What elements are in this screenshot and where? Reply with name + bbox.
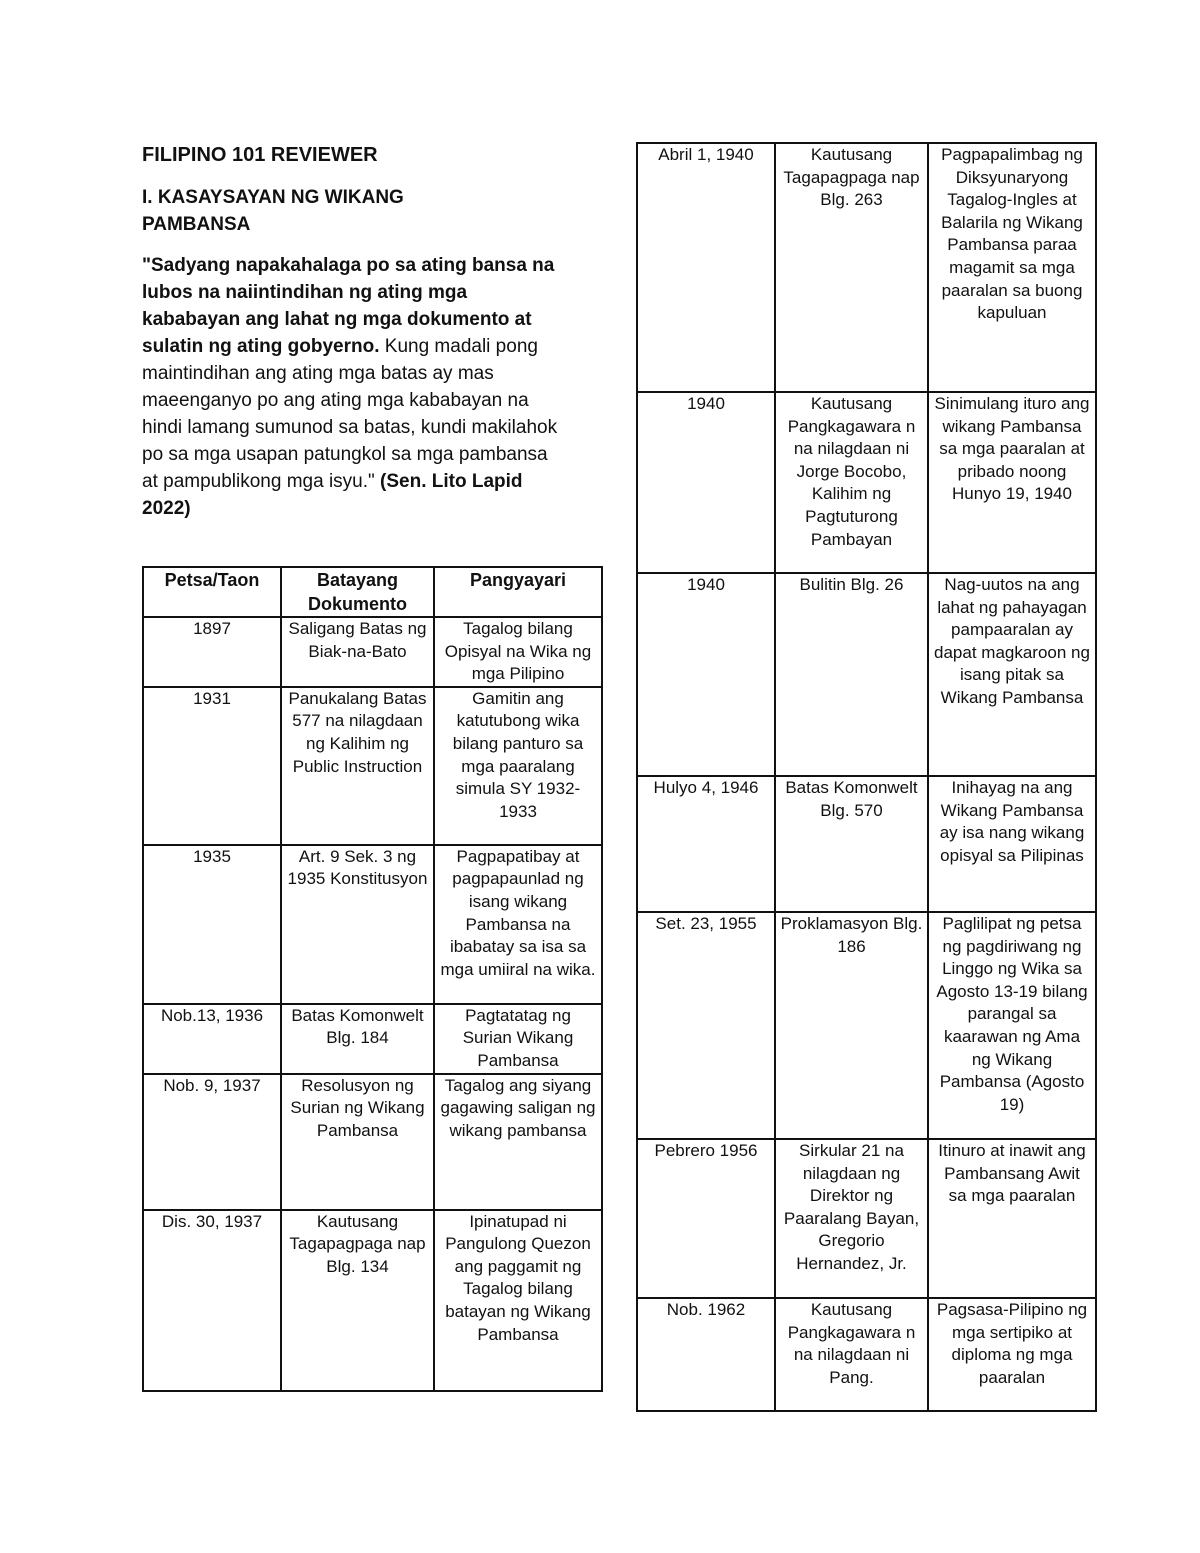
cell-event: Paglilipat ng petsa ng pagdiriwang ng Linggo ng Wika sa Agosto 13-19 bilang parangal sa kaarawan ng Ama ng Wikang Pambansa (Agosto 19) — [928, 912, 1096, 1139]
cell-date: 1897 — [143, 617, 281, 687]
cell-document: Kautusang Tagapagpaga nap Blg. 134 — [281, 1210, 434, 1391]
table-row — [637, 143, 1096, 392]
cell-event: Inihayag na ang Wikang Pambansa ay isa nang wikang opisyal sa Pilipinas — [928, 776, 1096, 912]
cell-date: Abril 1, 1940 — [637, 143, 775, 392]
cell-event: Sinimulang ituro ang wikang Pambansa sa mga paaralan at pribado noong Hunyo 19, 1940 — [928, 392, 1096, 573]
table-row — [143, 687, 602, 845]
section-heading: I. KASAYSAYAN NG WIKANG PAMBANSA — [142, 187, 404, 235]
table-row — [143, 845, 602, 1004]
table-row — [143, 1210, 602, 1391]
cell-event: Pagpapatibay at pagpapaunlad ng isang wikang Pambansa na ibabatay sa isa sa mga umiiral na wika. — [434, 845, 602, 1004]
cell-document: Batas Komonwelt Blg. 570 — [775, 776, 928, 912]
history-table-right — [636, 142, 1097, 1412]
quote-source: (Sen. Lito Lapid 2022) — [142, 471, 523, 519]
history-table-left — [142, 566, 603, 1392]
cell-event: Pagsasa-Pilipino ng mga sertipiko at diploma ng mga paaralan — [928, 1298, 1096, 1411]
cell-event: Nag-uutos na ang lahat ng pahayagan pampaaralan ay dapat magkaroon ng isang pitak sa Wikang Pambansa — [928, 573, 1096, 776]
header-dokumento: Batayang Dokumento — [281, 567, 434, 617]
cell-date: Hulyo 4, 1946 — [637, 776, 775, 912]
cell-event: Tagalog bilang Opisyal na Wika ng mga Pilipino — [434, 617, 602, 687]
cell-date: 1931 — [143, 687, 281, 845]
table-row — [637, 1298, 1096, 1411]
table-row — [143, 1004, 602, 1074]
cell-document: Saligang Batas ng Biak-na-Bato — [281, 617, 434, 687]
cell-date: 1935 — [143, 845, 281, 1004]
cell-date: 1940 — [637, 573, 775, 776]
cell-document: Bulitin Blg. 26 — [775, 573, 928, 776]
cell-document: Kautusang Tagapagpaga nap Blg. 263 — [775, 143, 928, 392]
cell-event: Gamitin ang katutubong wika bilang panturo sa mga paaralang simula SY 1932-1933 — [434, 687, 602, 845]
cell-document: Batas Komonwelt Blg. 184 — [281, 1004, 434, 1074]
cell-document: Proklamasyon Blg. 186 — [775, 912, 928, 1139]
cell-date: Nob.13, 1936 — [143, 1004, 281, 1074]
cell-date: Dis. 30, 1937 — [143, 1210, 281, 1391]
table-row — [637, 776, 1096, 912]
cell-event: Ipinatupad ni Pangulong Quezon ang paggamit ng Tagalog bilang batayan ng Wikang Pambansa — [434, 1210, 602, 1391]
cell-document: Kautusang Pangkagawara n na nilagdaan ni Jorge Bocobo, Kalihim ng Pagtuturong Pambayan — [775, 392, 928, 573]
table-row — [143, 1074, 602, 1210]
cell-date: Set. 23, 1955 — [637, 912, 775, 1139]
cell-document: Kautusang Pangkagawara n na nilagdaan ni Pang. — [775, 1298, 928, 1411]
header-pangyayari: Pangyayari — [434, 567, 602, 617]
cell-event: Pagtatatag ng Surian Wikang Pambansa — [434, 1004, 602, 1074]
cell-event: Pagpapalimbag ng Diksyunaryong Tagalog-Ingles at Balarila ng Wikang Pambansa paraa magamit sa mga paaralan sa buong kapuluan — [928, 143, 1096, 392]
cell-event: Tagalog ang siyang gagawing saligan ng wikang pambansa — [434, 1074, 602, 1210]
quote-paragraph — [142, 252, 562, 522]
header-petsa: Petsa/Taon — [143, 567, 281, 617]
quote-bold: "Sadyang napakahalaga po sa ating bansa na lubos na naiintindihan ng ating mga kababayan ang lahat ng mga dokumento at sulatin ng ating gobyerno. — [142, 255, 555, 357]
table-row — [637, 392, 1096, 573]
table-row — [637, 912, 1096, 1139]
cell-event: Itinuro at inawit ang Pambansang Awit sa mga paaralan — [928, 1139, 1096, 1298]
table-row — [143, 617, 602, 687]
table-row — [637, 1139, 1096, 1298]
cell-date: Nob. 1962 — [637, 1298, 775, 1411]
quote-normal: Kung madali pong maintindihan ang ating mga batas ay mas maeenganyo po ang ating mga kababayan na hindi lamang sumunod sa batas, kundi makilahok po sa mga usapan patungkol sa mga pambansa at pampublikong mga isyu." — [142, 336, 558, 492]
left-column — [142, 142, 602, 522]
cell-date: Nob. 9, 1937 — [143, 1074, 281, 1210]
cell-date: Pebrero 1956 — [637, 1139, 775, 1298]
table-row — [637, 573, 1096, 776]
cell-document: Art. 9 Sek. 3 ng 1935 Konstitusyon — [281, 845, 434, 1004]
cell-document: Resolusyon ng Surian ng Wikang Pambansa — [281, 1074, 434, 1210]
table-header-row — [143, 567, 602, 617]
document-title: FILIPINO 101 REVIEWER — [142, 144, 378, 166]
cell-document: Sirkular 21 na nilagdaan ng Direktor ng Paaralang Bayan, Gregorio Hernandez, Jr. — [775, 1139, 928, 1298]
cell-document: Panukalang Batas 577 na nilagdaan ng Kalihim ng Public Instruction — [281, 687, 434, 845]
cell-date: 1940 — [637, 392, 775, 573]
